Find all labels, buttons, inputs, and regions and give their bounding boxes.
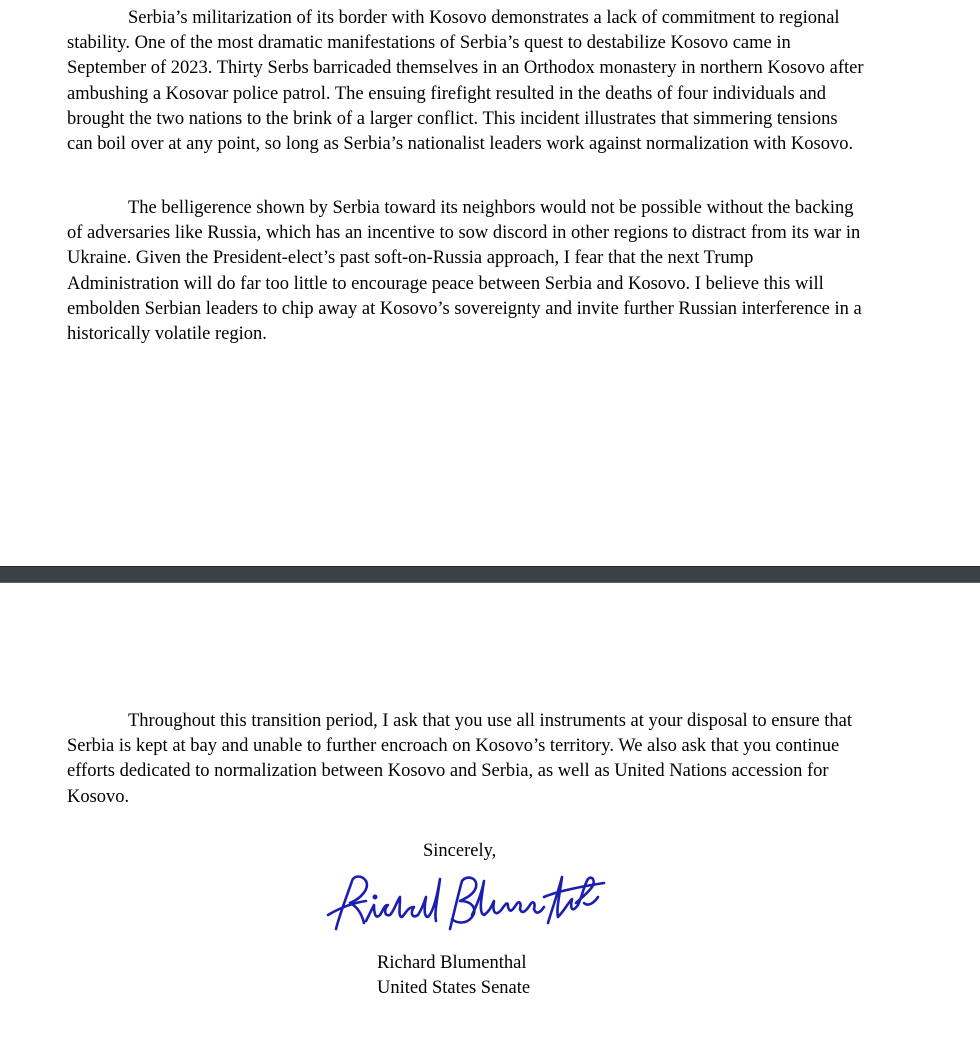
- signer-name: Richard Blumenthal: [377, 953, 527, 973]
- document-page-2: [0, 583, 980, 1042]
- page-divider: [0, 566, 980, 583]
- handwritten-signature: [322, 873, 612, 935]
- body-paragraph-belligerence: The belligerence shown by Serbia toward its neighbors would not be possible without the backing of adversaries like Russia, which has an incentive to sow discord in other regions to distract from its war in Ukraine. Given the President-elect’s past soft-on-Russia approach, I fear that the next Trump Administration will do far too little to encourage peace between Serbia and Kosovo. I believe this will embolden Serbian leaders to chip away at Kosovo’s sovereignty and invite further Russian interference in a historically volatile region.: [67, 198, 862, 345]
- signer-block: [377, 951, 530, 1001]
- body-paragraph-militarization: Serbia’s militarization of its border with Kosovo demonstrates a lack of commitment to regional stability. One of the most dramatic manifestations of Serbia’s quest to destabilize Kosovo came in September of 2023. Thirty Serbs barricaded themselves in an Orthodox monastery in northern Kosovo after ambushing a Kosovar police patrol. The ensuing firefight resulted in the deaths of four individuals and brought the two nations to the brink of a larger conflict. This incident illustrates that simmering tensions can boil over at any point, so long as Serbia’s nationalist leaders work against normalization with Kosovo.: [67, 8, 864, 155]
- closing-salutation: Sincerely,: [423, 841, 497, 861]
- body-paragraph-transition: Throughout this transition period, I ask that you use all instruments at your disposal to ensure that Serbia is kept at bay and unable to further encroach on Kosovo’s territory. We also ask that you continue efforts dedicated to normalization between Kosovo and Serbia, as well as United Nations accession for Kosovo.: [67, 711, 852, 807]
- signer-title: United States Senate: [377, 978, 531, 998]
